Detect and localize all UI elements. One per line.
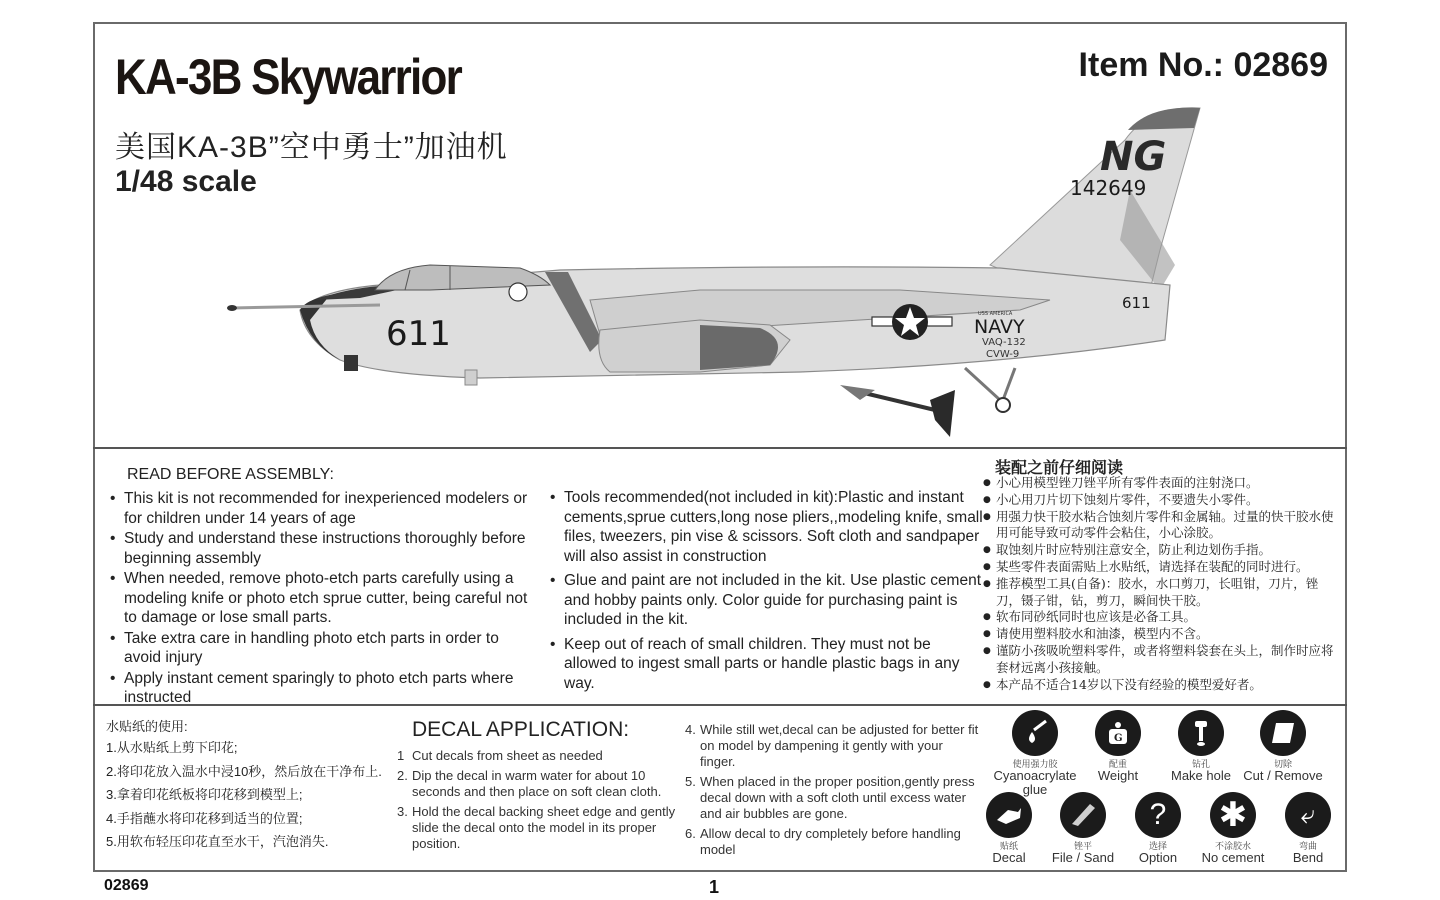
divider-top [93,447,1347,449]
legend-weight: G 配重 Weight [1063,710,1173,783]
tail-code: NG [1100,134,1167,180]
decal-cn-step: 1.从水贴纸上剪下印花; [106,740,238,755]
decal-cn-steps [106,736,382,854]
decal-step: 6. Allow decal to dry completely before handling model [685,826,961,857]
page-title: KA-3B Skywarrior [115,49,461,105]
decal-cn-step: 3.拿着印花纸板将印花移到模型上; [106,787,303,802]
drill-icon [1178,710,1224,756]
legend-file: 锉平 File / Sand [1028,792,1138,865]
list-item: • Keep out of reach of small children. They must not be allowed to ingest small parts or handle plastic bags in any way. [550,635,985,694]
list-item: ● 小心用刀片切下蚀刻片零件，不要遗失小零件。 [983,492,1343,509]
list-item: ● 谨防小孩吸吮塑料零件，或者将塑料袋套在头上，制作时应将套材远离小孩接触。 [983,643,1343,677]
navy-text: NAVY [974,316,1025,338]
read-before-list-1 [110,489,540,709]
list-item: ● 软布同砂纸同时也应该是必备工具。 [983,609,1343,626]
decal-step: 1 Cut decals from sheet as needed [397,748,603,763]
decal-cn-step: 4.手指蘸水将印花移到适当的位置; [106,810,303,826]
legend-option: ? 选择 Option [1103,792,1213,865]
svg-text:G: G [1114,733,1123,744]
footer-item-code: 02869 [104,877,149,894]
legend-bend: ⤶ 弯曲 Bend [1253,792,1363,865]
decal-step: 2. Dip the decal in warm water for about 10 seconds and then place on soft clean cloth. [397,768,662,799]
scale-label: 1/48 scale [115,165,257,198]
decal-application-title: DECAL APPLICATION: [412,718,630,741]
decal-cn-step: 5.用软布轻压印花直至水干，汽泡消失. [106,834,329,849]
option-icon: ? [1135,792,1181,838]
list-item: ● 小心用模型锉刀锉平所有零件表面的注射浇口。 [983,475,1343,492]
decal-step: 5. When placed in the proper position,gently press decal down with a soft cloth until excess water and air bubbles are gone. [685,774,975,821]
list-item: • Apply instant cement sparingly to photo etch parts where instructed [110,669,540,708]
list-item: • Tools recommended(not included in kit):Plastic and instant cements,sprue cutters,long nose pliers,,modeling knife, small files, tweezers, pin vise & scissors. Soft cloth and sandpaper will also assist in construction [550,488,985,566]
nose-number: 611 [386,314,451,354]
list-item: ● 请使用塑料胶水和油漆，模型内不含。 [983,626,1343,643]
tail-serial: 142649 [1070,176,1147,200]
list-item: • Take extra care in handling photo etch parts in order to avoid injury [110,629,540,668]
no-cement-icon: ✱ [1210,792,1256,838]
read-before-title: READ BEFORE ASSEMBLY: [127,466,334,483]
list-item: ● 本产品不适合14岁以下没有经验的模型爱好者。 [983,677,1343,694]
ship-name: USS AMERICA [978,311,1013,317]
list-item: • This kit is not recommended for inexperienced modelers or for children under 14 years of age [110,489,540,528]
decal-step: 4. While still wet,decal can be adjusted for better fit on model by dampening it gently with your finger. [685,722,979,769]
list-item: ● 取蚀刻片时应特别注意安全，防止利边划伤手指。 [983,542,1343,559]
decal-steps-1 [397,748,687,856]
decal-cn-title: 水贴纸的使用: [106,719,188,734]
list-item: ● 推荐模型工具(自备)：胶水，水口剪刀，长咀钳，刀片，锉刀，镊子钳，钻，剪刀，瞬间快干胶。 [983,576,1343,610]
glue-icon [1012,710,1058,756]
cut-icon [1260,710,1306,756]
page-number: 1 [709,877,720,897]
decal-steps-2 [685,722,980,862]
legend-glue: 使用强力胶 Cyanoacrylate glue [980,710,1090,797]
legend-drill: 钻孔 Make hole [1146,710,1256,783]
read-before-cn-title: 装配之前仔细阅读 [995,458,1124,477]
item-number: Item No.: 02869 [1078,46,1328,84]
airwing-text: CVW-9 [986,349,1020,360]
decal-cn-step: 2.将印花放入温水中浸10秒，然后放在干净布上. [106,763,382,779]
subtitle-chinese: 美国KA-3B”空中勇士”加油机 [115,131,508,164]
squadron-text: VAQ-132 [982,337,1026,348]
decal-icon [986,792,1032,838]
legend-decal: 贴纸 Decal [954,792,1064,865]
list-item: ● 用强力快干胶水粘合蚀刻片零件和金属轴。过量的快干胶水使用可能导致可动零件会粘住，小心涂胶。 [983,509,1343,543]
file-icon [1060,792,1106,838]
bend-icon: ⤶ [1285,792,1331,838]
list-item: ● 某些零件表面需贴上水贴纸，请选择在装配的同时进行。 [983,559,1343,576]
legend-cut: 切除 Cut / Remove [1228,710,1338,783]
rear-number: 611 [1122,294,1151,312]
read-before-cn-list [983,475,1343,693]
decal-step: 3. Hold the decal backing sheet edge and gently slide the decal onto the model in its proper position. [397,804,676,851]
weight-icon [1095,710,1141,756]
aircraft-illustration [220,100,1220,445]
legend-no-cement: ✱ 不涂胶水 No cement [1178,792,1288,865]
read-before-list-2 [550,488,985,698]
list-item: • Study and understand these instructions thoroughly before beginning assembly [110,529,540,568]
list-item: • When needed, remove photo-etch parts carefully using a modeling knife or photo etch sprue cutter, being careful not to damage or lose small parts. [110,569,540,628]
list-item: • Glue and paint are not included in the kit. Use plastic cement and hobby paints only. Color guide for purchasing paint is included in the kit. [550,571,985,630]
